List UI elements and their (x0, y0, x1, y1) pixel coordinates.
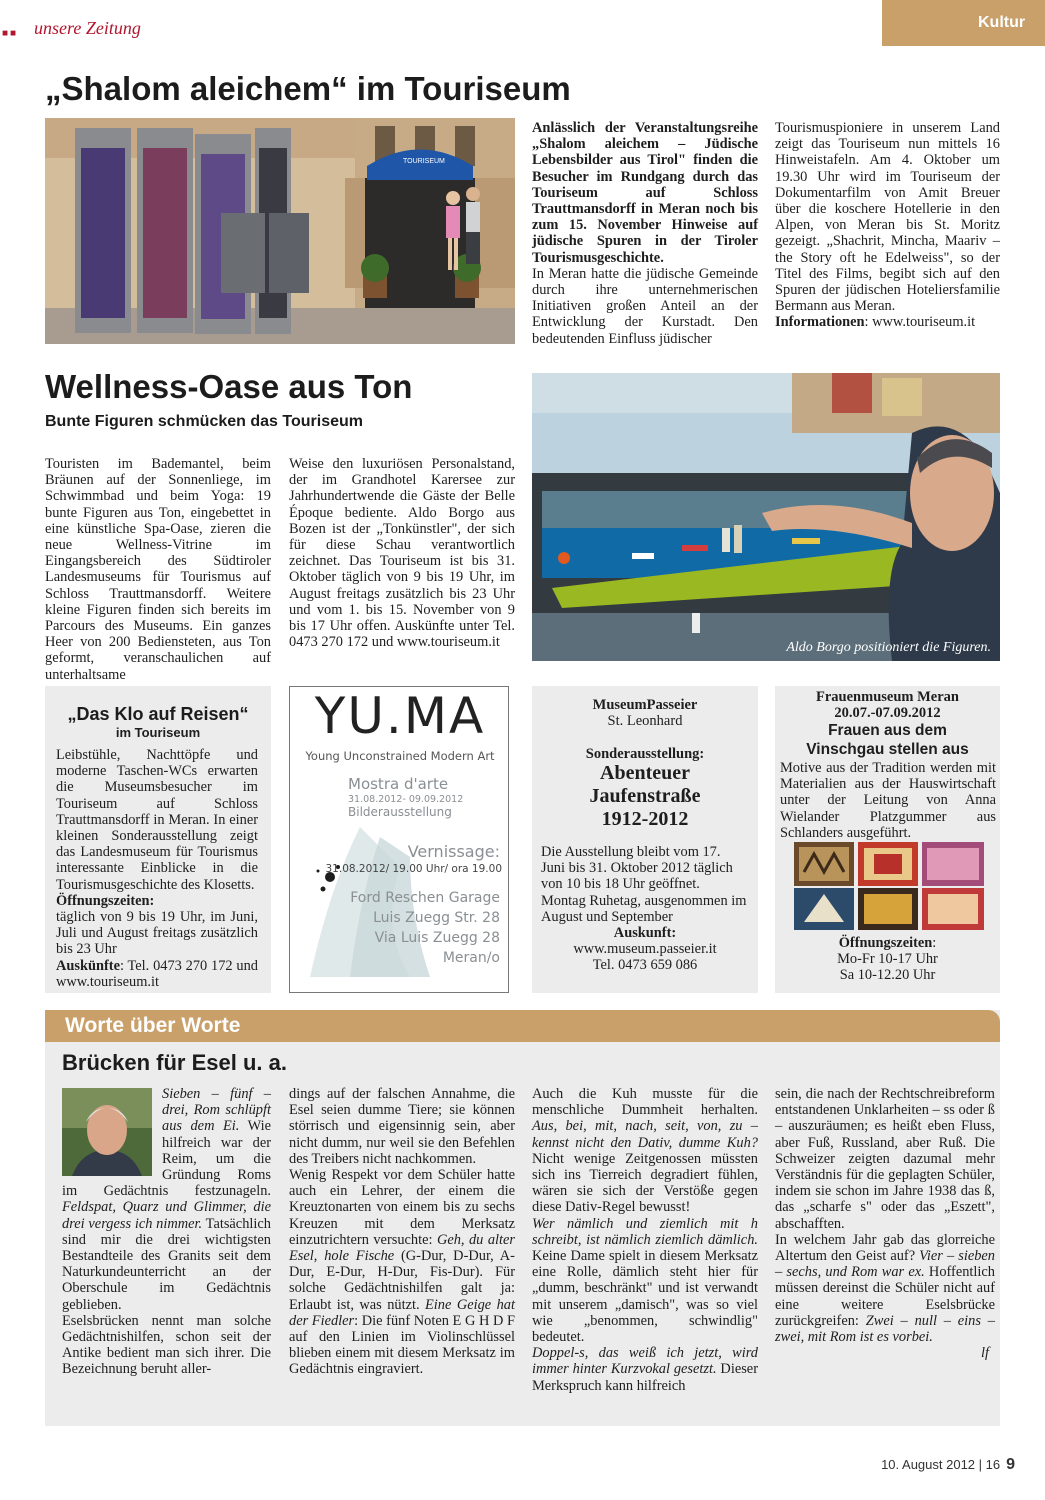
article1-col2-body: Tourismuspioniere in unserem Land zeigt das Touriseum nun mittels 16 Hinweistafeln. Am 4. Oktober um 19.30 Uhr wird im Touriseum der Dokumentarfilm von Amit Breuer über die koschere Hotellerie in den Alpen, von Meran bis St. Moritz gezeigt. „Shachrit, Mincha, Maariv – the Story oft he Edelweiss", so der Titel des Films, begibt sich auf den Spuren der jüdischen Hoteliersfamilie Bermann aus Meran. (775, 120, 1000, 315)
frauen-title-2: Vinschgau stellen aus (806, 741, 969, 758)
textile-artwork-image (794, 842, 984, 930)
yuma-venue-2: Luis Zuegg Str. 28 (373, 910, 500, 926)
passeier-title-2: Jaufenstraße (589, 785, 701, 807)
worte-col1-text-2: Tatsächlich sind mir die drei wichtigsten Bestandteile des Granits seit dem Naturkundeunterricht an der Oberschule im Gedächtnis geblieben. (62, 1215, 271, 1313)
worte-col3-text-1: Auch die Kuh musste für die menschliche Dummheit herhalten. (532, 1086, 758, 1119)
worte-column-3 (532, 1086, 758, 1394)
klo-text: Leibstühle, Nachttöpfe und moderne Taschen-WCs erwarten die Museumsbesucher im Touriseum auf Schloss Trauttmansdorff in Meran. In einer kleinen Sonderausstellung zeigt das Landesmuseum für Tourismus interessante Einblicke in die Tourismusgeschichte des Klosetts. (56, 747, 258, 893)
klo-title: „Das Klo auf Reisen“ (67, 704, 249, 724)
yuma-ad (289, 686, 509, 993)
worte-column-2 (289, 1086, 515, 1378)
aldo-borgo-photo (532, 373, 1000, 661)
yuma-venue-1: Ford Reschen Garage (350, 890, 500, 906)
touriseum-sign: TOURISEUM (403, 158, 445, 165)
klo-info: : Tel. 0473 270 172 und www.touriseum.it (56, 957, 258, 990)
worte-col3-quote-3: Doppel-s, das weiß ich jetzt, wird immer hinter Kurzvokal gesetzt. (532, 1345, 758, 1378)
passeier-website-link[interactable]: www.museum.passeier.it (573, 941, 717, 958)
passeier-title (532, 762, 758, 831)
article2-title: Wellness-Oase aus Ton (45, 368, 413, 405)
worte-column-4 (775, 1086, 995, 1361)
passeier-info-colon: : (671, 925, 677, 941)
frauen-body: Motive aus der Tradition werden mit Materialien aus der Hauswirtschaft unter der Leitung von Anna Wielander Platzgummer aus Schlanders ausgeführt. (780, 760, 996, 841)
yuma-venue-3: Via Luis Zuegg 28 (374, 930, 500, 946)
logo: unsere Zeitung (34, 18, 141, 38)
klo-hours: täglich von 9 bis 19 Uhr, im Juni, Juli und August freitags zusätzlich bis 23 Uhr (56, 909, 258, 958)
article2-column-2: Weise den luxuriösen Personalstand, der im Grandhotel Karersee zur Jahrhundertwende die Gäste der Belle Époque bediente. Aldo Borgo aus Bozen ist der „Tonkünstler", der sich für diese Schau verantwortlich zeichnet. Das Touriseum ist bis 31. Oktober täglich von 9 bis 19 Uhr, im August freitags zusätzlich bis 23 Uhr und vom 1. bis 15. November von 9 bis 17 Uhr offen. Auskünfte unter Tel. 0473 270 172 und www.touriseum.it (289, 456, 515, 651)
klo-body (56, 747, 258, 990)
frauen-dates: 20.07.-07.09.2012 (834, 705, 941, 721)
yuma-venue-4: Meran/o (442, 950, 500, 966)
touriseum-entrance-photo (45, 118, 515, 344)
worte-col4-text-1: sein, die nach der Rechtschreibreform entstandenen Unklarheiten – ss oder ß – auszuräumen; es heißt eben Fluss, aber Fuß, Russland, aber Ruß. Die Schweizer zeigten dazumal mehr Verständnis für die geplagten Schüler, indem sie schon im Jahre 1938 das ß, das „scharfe s" oder das „Eszett", abschafften. (775, 1086, 995, 1232)
yuma-vernissage-time: 31.08.2012/ 19.00 Uhr/ ora 19.00 (325, 863, 502, 875)
worte-col4-quote-2: Zwei – null – eins – zwei, mit Rom ist es vorbei. (775, 1312, 995, 1346)
yuma-mostra: Mostra d'arte (348, 775, 449, 793)
worte-col2-text-3: (G-Dur, D-Dur, A-Dur, E-Dur, H-Dur, Fis-Dur). Für solche Gedächtnishilfen galt ja: Erlaubt ist, was nützt. (289, 1248, 515, 1313)
issue-date: 10. August 2012 | 16 (881, 1457, 1001, 1472)
worte-col4-text-2: In welchem Jahr gab das glorreiche Altertum den Geist auf? (775, 1231, 995, 1265)
passeier-body: Die Ausstellung bleibt vom 17. Juni bis 31. Oktober 2012 täglich von 10 bis 18 Uhr geöffnet. Montag Ruhetag, ausgenommen im August und September (541, 844, 747, 925)
worte-column-1 (62, 1086, 271, 1378)
yuma-tagline: Young Unconstrained Modern Art (305, 749, 495, 763)
portrait-spacer (62, 1086, 162, 1178)
yuma-dates: 31.08.2012- 09.09.2012 (348, 794, 464, 805)
yuma-title: YU.MA (314, 687, 486, 745)
worte-col3-text-3: Keine Dame spielt in diesem Merksatz eine Rolle, dämlich steht hier für „dumm, beschränkt" und ist verwandt mit unserem „damisch", was so viel wie „benommen, schwindlig" bedeutet. (532, 1248, 758, 1346)
passeier-museum: MuseumPasseier (592, 697, 698, 713)
frauen-hours-colon: : (932, 935, 937, 951)
passeier-sonder: Sonderausstellung: (585, 746, 705, 762)
worte-section-bar: Worte über Worte (45, 1010, 1000, 1042)
article1-info-label: Informationen (775, 314, 865, 331)
worte-col3-text-4: Dieser Merkspruch kann hilfreich (532, 1361, 758, 1394)
worte-col2-text-2: Wenig Respekt vor dem Schüler hatte auch ein Lehrer, der einem die Kreuztonarten von einem bis zu sechs Kreuzen mit dem Merksatz einzutrichtern versuchte: (289, 1167, 515, 1248)
worte-title: Brücken für Esel u. a. (62, 1050, 287, 1075)
yuma-bilder: Bilderausstellung (348, 805, 452, 819)
wellness-vitrine-illustration (532, 373, 1000, 661)
worte-col2-quote-1: Geh, du alter Esel, hole Fische (289, 1231, 515, 1265)
frauen-hours-1: Mo-Fr 10-17 Uhr (837, 951, 938, 968)
photo-caption: Aldo Borgo positioniert die Figuren. (786, 640, 991, 655)
yuma-vernissage-label: Vernissage: (407, 842, 500, 861)
article1-info-link[interactable]: : www.touriseum.it (864, 314, 976, 331)
article1-column-2 (775, 120, 1000, 331)
article2-column-1: Touristen im Bademantel, beim Bräunen auf der Sonnenliege, im Schwimmbad und beim Yoga: 19 bunte Figuren aus Ton, eingebettet in eine künstliche Spa-Oase, zieren die neue Wellness-Vitrine im Eingangsbereich des Südtiroler Landesmuseums für Tourismus auf Schloss Trauttmansdorff. Weitere kleine Figuren finden sich bereits im Parcours des Museums. Ein ganzes Heer von 200 Bediensteten, aus Ton geformt, veranschaulichen auf unterhaltsame (45, 456, 271, 683)
worte-col1-text-1: Wie hilfreich war der Reim, um die Gründung Roms im Gedächtnis festzunageln. (62, 1118, 271, 1200)
worte-col2-text-4: : Die fünf Noten E G H D F auf den Linien im Violinschlüssel blieben einem mit diesem Merksatz im Gedächtnis eingraviert. (289, 1312, 515, 1378)
logo-squares: ■■ (2, 28, 19, 39)
article1-col1-body: In Meran hatte die jüdische Gemeinde durch ihre unternehmerischen Initiativen großen Anteil an der Entwicklung der Kurstadt. Den bedeutenden Einfluss jüdischer (532, 265, 758, 347)
klo-subtitle: im Touriseum (115, 725, 201, 740)
worte-col1-quote-1: Sieben – fünf – drei, Rom schlüpft aus dem Ei. (162, 1086, 271, 1135)
page-number: 9 (1006, 1456, 1015, 1473)
klo-hours-label: Öffnungszeiten: (56, 892, 155, 909)
worte-col3-quote-1: Aus, bei, mit, nach, seit, von, zu – kennst nicht den Dativ, dumme Kuh? (532, 1118, 758, 1151)
worte-col3-text-2: Nicht wenige Zeitgenossen müssten sich ins Tierreich degradiert fühlen, wären sie sich der Verstöße gegen diese Dativ-Regel bewusst! (532, 1150, 758, 1216)
page-footer (881, 1456, 1015, 1474)
frauen-hours (775, 935, 1000, 984)
passeier-info (532, 925, 758, 974)
worte-col4-text-3: Hoffentlich müssen dereinst die Schüler nicht auf eine weitere Eselsbrücke zurückgreifen: (775, 1264, 995, 1329)
worte-col2-text-1: dings auf der falschen Annahme, die Esel seien dumme Tiere; sie können störrisch und eigensinnig sein, aber nicht dumm, nur weil sie den Befehlen des Treibers nicht nachkommen. (289, 1086, 515, 1167)
frauen-title (775, 721, 1000, 759)
article1-column-1 (532, 120, 758, 347)
passeier-phone: Tel. 0473 659 086 (592, 957, 698, 974)
frauen-museum: Frauenmuseum Meran (816, 689, 959, 705)
worte-signature: lf (981, 1345, 989, 1362)
passeier-years: 1912-2012 (601, 808, 689, 830)
section-tab: Kultur (882, 0, 1045, 46)
touriseum-photo-illustration (45, 118, 515, 344)
frauen-hours-2: Sa 10-12.20 Uhr (839, 967, 936, 984)
frauen-hours-label: Öffnungszeiten (838, 935, 933, 951)
worte-col1-text-3: Eselsbrücken nennt man solche Gedächtnishilfen, schon seit der Antike bedient man sich ihrer. Die Bezeichnung beruht aller- (62, 1312, 271, 1378)
article1-title: „Shalom aleichem“ im Touriseum (45, 70, 571, 107)
klo-info-label: Auskünfte (56, 957, 120, 974)
passeier-title-1: Abenteuer (600, 762, 690, 784)
worte-col1-quote-2: Feldspat, Quarz und Glimmer, die drei vergess ich nimmer. (62, 1199, 271, 1232)
worte-col2-quote-2: Eine Geige hat der Fiedler (289, 1296, 515, 1329)
article2-subtitle: Bunte Figuren schmücken das Touriseum (45, 413, 363, 430)
worte-col4-quote-1: Vier – sieben – sechs, und Rom war ex. (775, 1248, 995, 1281)
worte-col3-quote-2: Wer nämlich und ziemlich mit h schreibt, ist nämlich ziemlich dämlich. (532, 1215, 758, 1248)
passeier-place: St. Leonhard (607, 713, 683, 729)
passeier-info-label: Auskunft (613, 925, 672, 941)
article1-lead: Anlässlich der Veranstaltungsreihe „Shalom aleichem – Jüdische Lebensbilder aus Tirol" finden die Besucher im Rundgang durch das Touriseum auf Schloss Trauttmansdorff in Meran noch bis zum 15. November Hinweise auf jüdische Spuren in der Tiroler Tourismusgeschichte. (532, 120, 758, 266)
frauen-title-1: Frauen aus dem (828, 722, 947, 739)
frauen-header (775, 689, 1000, 721)
